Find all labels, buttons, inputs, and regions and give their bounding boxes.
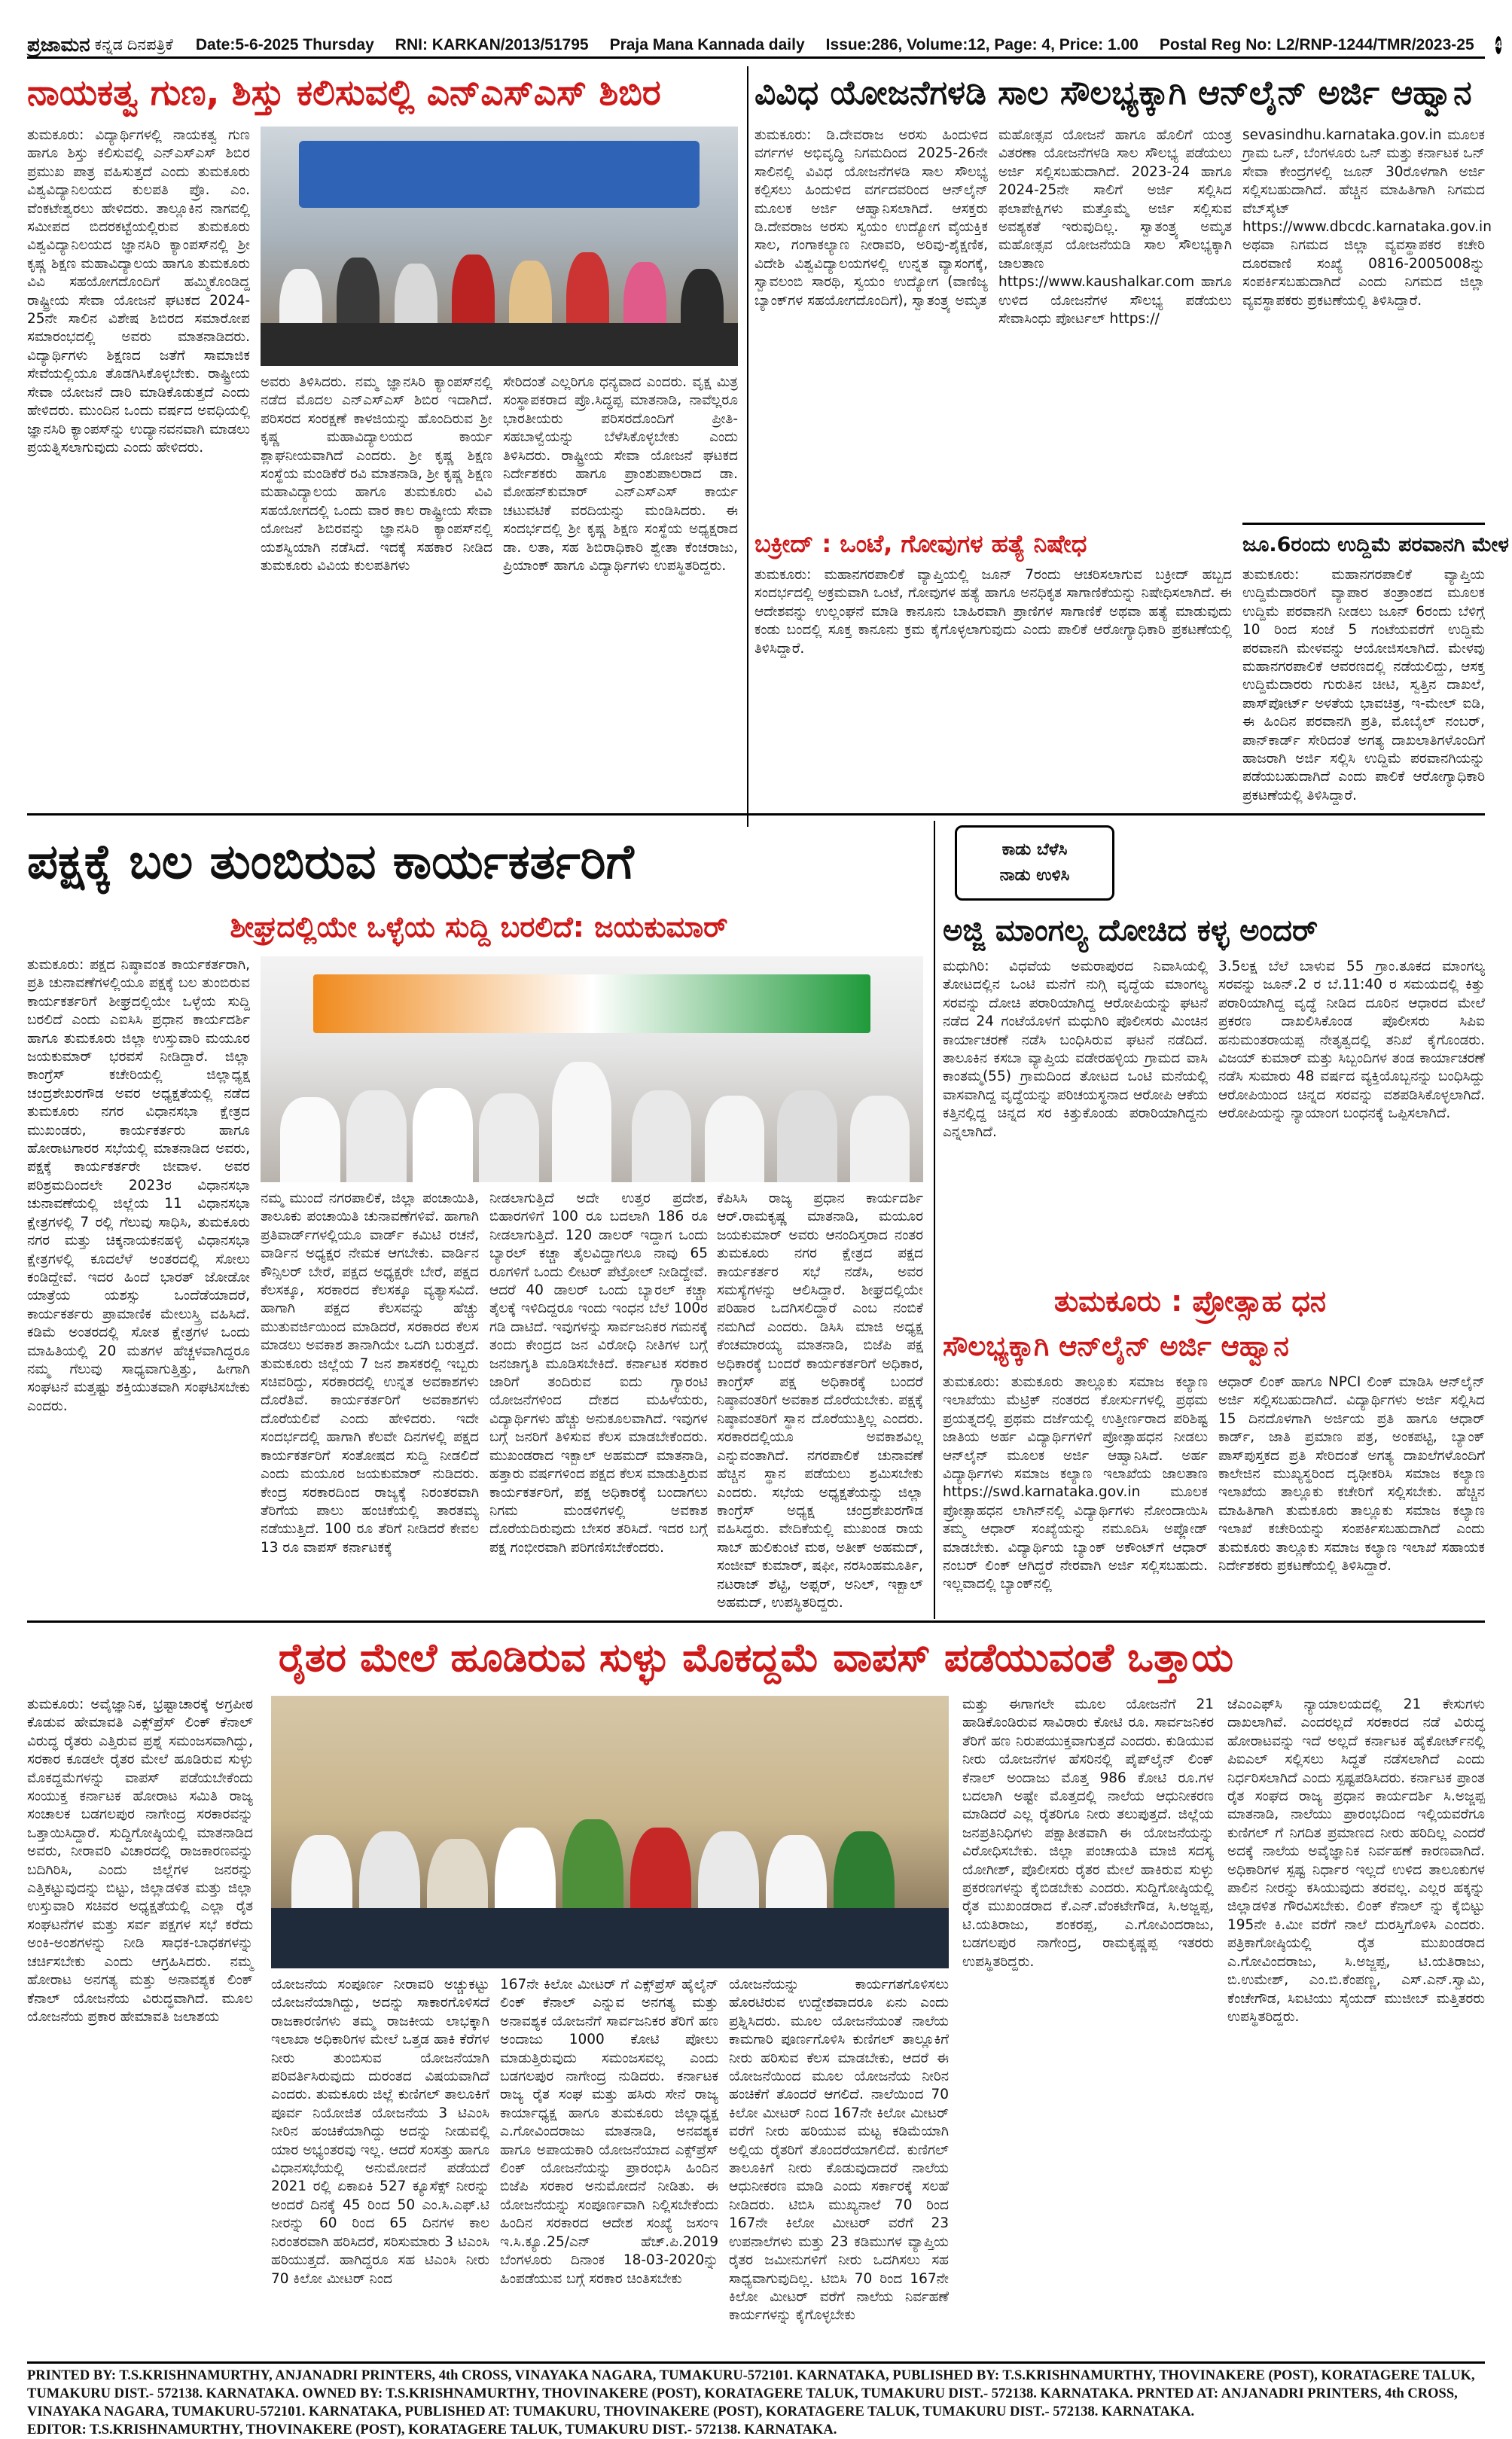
article-bakrid-headline: ಬಕ್ರೀದ್ : ಒಂಟೆ, ಗೋವುಗಳ ಹತ್ಯೆ ನಿಷೇಧ xyxy=(754,529,1087,558)
article-loan-text-col1: ತುಮಕೂರು: ಡಿ.ದೇವರಾಜ ಅರಸು ಹಿಂದುಳಿದ ವರ್ಗಗಳ ಅಭಿವೃದ್ಧಿ ನಿಗಮದಿಂದ 2025-26ನೇ ಸಾಲಿನಲ್ಲಿ ವಿವಿಧ ಯೋಜನೆಗಳಡಿ ಸಾಲ ಸೌಲಭ್ಯ ಕಲ್ಪಿಸಲು ಹಿಂದುಳಿದ ವರ್ಗದವರಿಂದ ಆನ್‌ಲೈನ್ ಮೂಲಕ ಅರ್ಜಿ ಆಹ್ವಾನಿಸಲಾಗಿದೆ. ಆಸಕ್ತರು ಡಿ.ದೇವರಾಜ ಅರಸು ಸ್ವಯಂ ಉದ್ಯೋಗ ವೈಯಕ್ತಿಕ ಸಾಲ, ಗಂಗಾಕಲ್ಯಾಣ ನೀರಾವರಿ, ಅರಿವು-ಶೈಕ್ಷಣಿಕ, ವಿದೇಶಿ ವಿಶ್ವವಿದ್ಯಾಲಯಗಳಲ್ಲಿ ಉನ್ನತ ವ್ಯಾಸಂಗಕ್ಕೆ, ಸ್ವಾವಲಂಬಿ ಸಾರಥಿ, ಸ್ವಯಂ ಉದ್ಯೋಗ (ವಾಣಿಜ್ಯ ಬ್ಯಾಂಕ್‌ಗಳ ಸಹಯೋಗದೊಂದಿಗೆ), ಸ್ವಾತಂತ್ರ್ಯ ಅಮೃತ xyxy=(754,127,988,309)
article-congress-body-col4 xyxy=(717,1190,923,1611)
article-farmers-text-col1: ತುಮಕೂರು: ಅವೈಜ್ಞಾನಿಕ, ಭ್ರಷ್ಟಾಚಾರಕ್ಕೆ ಅಗ್ರಪೀಠ ಕೊಡುವ ಹೇಮಾವತಿ ಎಕ್ಸ್‌ಪ್ರೆಸ್ ಲಿಂಕ್ ಕೆನಾಲ್ ವಿರುದ್ಧ ರೈತರು ಎತ್ತಿರುವ ಪ್ರಶ್ನೆ ಸಮಂಜಸವಾಗಿದ್ದು, ಸರಕಾರ ಕೂಡಲೇ ರೈತರ ಮೇಲೆ ಹೂಡಿರುವ ಸುಳ್ಳು ಮೊಕದ್ದಮೆಗಳನ್ನು ವಾಪಸ್ ಪಡೆಯಬೇಕೆಂದು ಸಂಯುಕ್ತ ಕರ್ನಾಟಕ ಹೋರಾಟ ಸಮಿತಿ ರಾಜ್ಯ ಸಂಚಾಲಕ ಬಡಗಲಪುರ ನಾಗೇಂದ್ರ ಸರಕಾರವನ್ನು ಒತ್ತಾಯಿಸಿದ್ದಾರೆ. ಸುದ್ದಿಗೋಷ್ಠಿಯಲ್ಲಿ ಮಾತನಾಡಿದ ಅವರು, ನೀರಾವರಿ ವಿಚಾರದಲ್ಲಿ ರಾಜಕಾರಣವನ್ನು ಬದಿಗಿರಿಸಿ, ಎಂದು ಜಿಲ್ಲೆಗಳ ಜನರನ್ನು ಎತ್ತಿಕಟ್ಟುವುದನ್ನು ಬಿಟ್ಟು, ಜಿಲ್ಲಾಡಳಿತ ಮತ್ತು ಜಿಲ್ಲಾ ಉಸ್ತುವಾರಿ ಸಚಿವರ ಅಧ್ಯಕ್ಷತೆಯಲ್ಲಿ ಎಲ್ಲಾ ರೈತ ಸಂಘಟನೆಗಳ ಮತ್ತು ಸರ್ವ ಪಕ್ಷಗಳ ಸಭೆ ಕರೆದು ಅಂಕಿ-ಅಂಶಗಳನ್ನು ನೀಡಿ ಸಾಧಕ-ಬಾಧಕಗಳನ್ನು ಚರ್ಚಿಸಬೇಕು ಎಂದು ಆಗ್ರಹಿಸಿದರು. ನಮ್ಮ ಹೋರಾಟ ಅನಗತ್ಯ ಮತ್ತು ಅನಾವಶ್ಯಕ ಲಿಂಕ್ ಕೆನಾಲ್ ಯೋಜನೆಯ ವಿರುದ್ಧವಾಗಿದೆ. ಮೂಲ ಯೋಜನೆಯ ಪ್ರಕಾರ ಹೇಮಾವತಿ ಜಲಾಶಯ xyxy=(27,1697,253,2025)
article-license-headline: ಜೂ.6ರಂದು ಉದ್ದಿಮೆ ಪರವಾನಗಿ ಮೇಳ xyxy=(1242,533,1509,556)
article-incentive-headline-2: ಸೌಲಭ್ಯಕ್ಕಾಗಿ ಆನ್‌ಲೈನ್ ಅರ್ಜಿ ಆಹ್ವಾನ xyxy=(943,1330,1289,1362)
photo-banner xyxy=(313,974,870,1033)
article-congress-subhead: ಶೀಘ್ರದಲ್ಲಿಯೇ ಒಳ್ಳೆಯ ಸುದ್ದಿ ಬರಲಿದೆ: ಜಯಕುಮಾರ್ xyxy=(230,910,728,944)
article-farmers-body-col1 xyxy=(27,1696,253,2351)
article-nss-text-col3: ಸೇರಿದಂತೆ ಎಲ್ಲರಿಗೂ ಧನ್ಯವಾದ ಎಂದರು. ವೃಕ್ಷ ಮಿತ್ರ ಸಂಸ್ಥಾಪಕರಾದ ಪ್ರೊ.ಸಿದ್ಧಪ್ಪ ಮಾತನಾಡಿ, ನಾವೆಲ್ಲರೂ ಭಾರತೀಯರು ಪರಿಸರದೊಂದಿಗೆ ಪ್ರೀತಿ-ಸಹಬಾಳ್ವೆಯನ್ನು ಬೆಳೆಸಿಕೊಳ್ಳಬೇಕು ಎಂದು ತಿಳಿಸಿದರು. ರಾಷ್ಟ್ರೀಯ ಸೇವಾ ಯೋಜನೆ ಘಟಕದ ನಿರ್ದೇಶಕರು ಹಾಗೂ ಪ್ರಾಂಶುಪಾಲರಾದ ಡಾ. ಮೋಹನ್‌ಕುಮಾರ್ ಎನ್‌ಎಸ್‌ಎಸ್ ಕಾರ್ಯ ಚಟುವಟಿಕೆ ವರದಿಯನ್ನು ಮಂಡಿಸಿದರು. ಈ ಸಂದರ್ಭದಲ್ಲಿ ಶ್ರೀ ಕೃಷ್ಣ ಶಿಕ್ಷಣ ಸಂಸ್ಥೆಯ ಅಧ್ಯಕ್ಷರಾದ ಡಾ. ಲತಾ, ಸಹ ಶಿಬಿರಾಧಿಕಾರಿ ಶ್ವೇತಾ ಕೆಂಚರಾಜು, ಪ್ರಿಯಾಂಕ್ ಹಾಗೂ ವಿದ್ಯಾರ್ಥಿಗಳು ಉಪಸ್ಥಿತರಿದ್ದರು. xyxy=(503,374,738,575)
article-congress-text-col1: ತುಮಕೂರು: ಪಕ್ಷದ ನಿಷ್ಠಾವಂತ ಕಾರ್ಯಕರ್ತರಾಗಿ, ಪ್ರತಿ ಚುನಾವಣೆಗಳಲ್ಲಿಯೂ ಪಕ್ಷಕ್ಕೆ ಬಲ ತುಂಬಿರುವ ಕಾರ್ಯಕರ್ತರಿಗೆ ಶೀಘ್ರದಲ್ಲಿಯೇ ಒಳ್ಳೆಯ ಸುದ್ದಿ ಬರಲಿದೆ ಎಂದು ಎಐಸಿಸಿ ಪ್ರಧಾನ ಕಾರ್ಯದರ್ಶಿ ಹಾಗೂ ತುಮಕೂರು ಜಿಲ್ಲಾ ಉಸ್ತುವಾರಿ ಮಯೂರ ಜಯಕುಮಾರ್ ಭರವಸೆ ನೀಡಿದ್ದಾರೆ. ಜಿಲ್ಲಾ ಕಾಂಗ್ರೆಸ್ ಕಚೇರಿಯಲ್ಲಿ ಜಿಲ್ಲಾಧ್ಯಕ್ಷ ಚಂದ್ರಶೇಖರಗೌಡ ಅವರ ಅಧ್ಯಕ್ಷತೆಯಲ್ಲಿ ನಡೆದ ತುಮಕೂರು ನಗರ ವಿಧಾನಸಭಾ ಕ್ಷೇತ್ರದ ಮುಖಂಡರು, ಕಾರ್ಯಕರ್ತರು ಹಾಗೂ ಹೋರಾಟಗಾರರ ಸಭೆಯಲ್ಲಿ ಮಾತನಾಡಿದ ಅವರು, ಪಕ್ಷಕ್ಕೆ ಕಾರ್ಯಕರ್ತರೇ ಜೀವಾಳ. ಅವರ ಪರಿಶ್ರಮದಿಂದಲೇ 2023ರ ವಿಧಾನಸಭಾ ಚುನಾವಣೆಯಲ್ಲಿ ಜಿಲ್ಲೆಯ 11 ವಿಧಾನಸಭಾ ಕ್ಷೇತ್ರಗಳಲ್ಲಿ 7 ರಲ್ಲಿ ಗೆಲುವು ಸಾಧಿಸಿ, ತುಮಕೂರು ನಗರ ಮತ್ತು ಚಿಕ್ಕನಾಯಕನಹಳ್ಳಿ ವಿಧಾನಸಭಾ ಕ್ಷೇತ್ರಗಳಲ್ಲಿ ಕೂದಲೆಳೆ ಅಂತರದಲ್ಲಿ ಸೋಲು ಕಂಡಿದ್ದೇವೆ. ಇದರ ಹಿಂದೆ ಭಾರತ್ ಜೋಡೋ ಯಾತ್ರೆಯ ಯಶಸ್ಸು ಒಂದೆಡೆಯಾದರೆ, ಕಾರ್ಯಕರ್ತರು ಪ್ರಾಮಾಣಿಕ ಮೇಲುಸ್ತ್ರಿ ವಹಿಸಿದೆ. ಕಡಿಮೆ ಅಂತರದಲ್ಲಿ ಸೋತ ಕ್ಷೇತ್ರಗಳ ಒಂದು ಮಾಹಿತಿಯಲ್ಲಿ 20 ಮತಗಳ ಹೆಚ್ಚಳವಾಗಿದ್ದರೂ ನಮ್ಮ ಗೆಲುವು ಸಾಧ್ಯವಾಗುತ್ತಿತ್ತು, ಹೀಗಾಗಿ ಸಂಘಟನೆ ಮತ್ತಷ್ಟು ಶಕ್ತಿಯುತವಾಗಿ ಸಂಘಟಿಸಬೇಕು ಎಂದರು. xyxy=(27,957,250,1414)
article-congress-headline: ಪಕ್ಷಕ್ಕೆ ಬಲ ತುಂಬಿರುವ ಕಾರ್ಯಕರ್ತರಿಗೆ xyxy=(27,834,634,890)
article-nss-body-col2 xyxy=(261,373,492,727)
article-loan-body-col1 xyxy=(754,127,988,520)
article-bakrid-text: ತುಮಕೂರು: ಮಹಾನಗರಪಾಲಿಕೆ ವ್ಯಾಪ್ತಿಯಲ್ಲಿ ಜೂನ್ 7ರಂದು ಆಚರಿಸಲಾಗುವ ಬಕ್ರೀದ್ ಹಬ್ಬದ ಸಂದರ್ಭದಲ್ಲಿ ಅಕ್ರಮವಾಗಿ ಒಂಟೆ, ಗೋವುಗಳ ಹತ್ಯೆ ಹಾಗೂ ಅನಧಿಕೃತ ಸಾಗಾಣಿಕೆಯನ್ನು ನಿಷೇಧಿಸಲಾಗಿದೆ. ಈ ಆದೇಶವನ್ನು ಉಲ್ಲಂಘನೆ ಮಾಡಿ ಕಾನೂನು ಬಾಹಿರವಾಗಿ ಪ್ರಾಣಿಗಳ ಸಾಗಾಣಿಕೆ ಅಥವಾ ಹತ್ಯೆ ಮಾಡುವುದು ಕಂಡು ಬಂದಲ್ಲಿ ಸೂಕ್ತ ಕಾನೂನು ಕ್ರಮ ಕೈಗೊಳ್ಳಲಾಗುವುದು ಎಂದು ಪಾಲಿಕೆ ಆರೋಗ್ಯಾಧಿಕಾರಿ ಪ್ರಕಟಣೆಯಲ್ಲಿ ತಿಳಿಸಿದ್ದಾರೆ. xyxy=(754,567,1232,657)
congress-meeting-photo xyxy=(261,956,923,1182)
newspaper-subtitle: ಕನ್ನಡ ದಿನಪತ್ರಿಕೆ xyxy=(94,35,173,53)
article-farmers-body-col4 xyxy=(729,1976,949,2351)
article-theft-text-col2: 3.5ಲಕ್ಷ ಬೆಲೆ ಬಾಳುವ 55 ಗ್ರಾಂ.ತೂಕದ ಮಾಂಗಲ್ಯ ಸರವನ್ನು ಜೂನ್.2 ರ ಬೆ.11:40 ರ ಸಮಯದಲ್ಲಿ ಕಿತ್ತು ಪರಾರಿಯಾಗಿದ್ದ ವೃದ್ಧೆ ನೀಡಿದ ದೂರಿನ ಆಧಾರದ ಮೇಲೆ ಪ್ರಕರಣ ದಾಖಲಿಸಿಕೊಂಡ ಪೊಲೀಸರು ಸಿಪಿಐ ಹನುಮಂತರಾಯಪ್ಪ ನೇತೃತ್ವದಲ್ಲಿ ತನಿಖೆ ಕೈಗೊಂಡರು. ವಿಜಯ್ ಕುಮಾರ್ ಮತ್ತು ಸಿಬ್ಬಂದಿಗಳ ತಂಡ ಕಾರ್ಯಾಚರಣೆ ನಡೆಸಿ ಸುಮಾರು 48 ವರ್ಷದ ವ್ಯಕ್ತಿಯೊಬ್ಬನನ್ನು ಬಂಧಿಸಿದ್ದು ಆರೋಪಿಯಿಂದ ಚಿನ್ನದ ಸರವನ್ನು ವಶಪಡಿಸಿಕೊಳ್ಳಲಾಗಿದೆ. ಆರೋಪಿಯನ್ನು ನ್ಯಾಯಾಂಗ ಬಂಧನಕ್ಕೆ ಒಪ್ಪಿಸಲಾಗಿದೆ. xyxy=(1218,959,1485,1122)
article-farmers-text-col3: 167ನೇ ಕಿಲೋ ಮೀಟರ್ ಗೆ ಎಕ್ಸ್‌ಪ್ರೆಸ್ ಹೈಲೈನ್ ಲಿಂಕ್ ಕೆನಾಲ್ ಎನ್ನುವ ಅನಗತ್ಯ ಮತ್ತು ಅನಾವಶ್ಯಕ ಯೋಜನೆಗೆ ಸಾರ್ವಜನಿಕರ ತೆರಿಗೆ ಹಣ ಅಂದಾಜು 1000 ಕೋಟಿ ಪೋಲು ಮಾಡುತ್ತಿರುವುದು ಸಮಂಜಸವಲ್ಲ ಎಂದು ಬಡಗಲಪುರ ನಾಗೇಂದ್ರ ನುಡಿದರು. ಕರ್ನಾಟಕ ರಾಜ್ಯ ರೈತ ಸಂಘ ಮತ್ತು ಹಸಿರು ಸೇನೆ ರಾಜ್ಯ ಕಾರ್ಯಾಧ್ಯಕ್ಷ ಹಾಗೂ ತುಮಕೂರು ಜಿಲ್ಲಾಧ್ಯಕ್ಷ ಎ.ಗೋವಿಂದರಾಜು ಮಾತನಾಡಿ, ಅನವಶ್ಯಕ ಹಾಗೂ ಅಪಾಯಕಾರಿ ಯೋಜನೆಯಾದ ಎಕ್ಸ್‌ಪ್ರೆಸ್ ಲಿಂಕ್ ಯೋಜನೆಯನ್ನು ಪ್ರಾರಂಭಿಸಿ ಹಿಂದಿನ ಬಿಜೆಪಿ ಸರಕಾರ ಅನುಮೋದನೆ ನೀಡಿತು. ಈ ಯೋಜನೆಯನ್ನು ಸಂಪೂರ್ಣವಾಗಿ ನಿಲ್ಲಿಸಬೇಕೆಂದು ಹಿಂದಿನ ಸರಕಾರದ ಆದೇಶ ಸಂಖ್ಯೆ ಜಸಂಇ ಇ.ಸಿ.ಕ್ಯೂ.25/ಎನ್ ಹೆಚ್.ಪಿ.2019 ಬೆಂಗಳೂರು ದಿನಾಂಕ 18-03-2020ನ್ನು ಹಿಂಪಡೆಯುವ ಬಗ್ಗೆ ಸರಕಾರ ಚಿಂತಿಸಬೇಕು xyxy=(500,1977,718,2287)
issue-date: Date:5-6-2025 Thursday xyxy=(195,35,374,53)
article-farmers-body-col3 xyxy=(500,1976,718,2351)
rni-number: RNI: KARKAN/2013/51795 xyxy=(395,35,589,53)
article-theft-body-col1 xyxy=(943,958,1208,1274)
article-incentive-body-col2 xyxy=(1218,1373,1485,1613)
article-congress-text-col3: ನೀಡಲಾಗುತ್ತಿದೆ ಅದೇ ಉತ್ತರ ಪ್ರದೇಶ, ಬಿಹಾರಗಳಿಗೆ 100 ರೂ ಬದಲಾಗಿ 186 ರೂ ನೀಡಲಾಗುತ್ತಿದೆ. 120 ಡಾಲರ್ ಇದ್ದಾಗ ಒಂದು ಬ್ಯಾರಲ್ ಕಚ್ಚಾ ತೈಲವಿದ್ದಾಗಲೂ ನಾವು 65 ರೂಗಳಿಗೆ ಒಂದು ಲೀಟರ್ ಪೆಟ್ರೋಲ್ ನೀಡಿದ್ದೇವೆ. ಆದರೆ 40 ಡಾಲರ್ ಒಂದು ಬ್ಯಾರಲ್ ಕಚ್ಚಾ ತೈಲಕ್ಕೆ ಇಳಿದಿದ್ದರೂ ಇಂದು ಇಂಧನ ಬೆಲೆ 100ರ ಗಡಿ ದಾಟಿದೆ. ಇವುಗಳನ್ನು ಸಾರ್ವಜನಿಕರ ಗಮನಕ್ಕೆ ತಂದು ಕೇಂದ್ರದ ಜನ ವಿರೋಧಿ ನೀತಿಗಳ ಬಗ್ಗೆ ಜನಜಾಗೃತಿ ಮೂಡಿಸಬೇಕಿದೆ. ಕರ್ನಾಟಕ ಸರಕಾರ ಜಾರಿಗೆ ತಂದಿರುವ ಐದು ಗ್ಯಾರಂಟಿ ಯೋಜನೆಗಳಿಂದ ದೇಶದ ಮಹಿಳೆಯರು, ವಿದ್ಯಾರ್ಥಿಗಳು ಹೆಚ್ಚು ಅನುಕೂಲವಾಗಿದೆ. ಇವುಗಳ ಬಗ್ಗೆ ಜನರಿಗೆ ತಿಳಿಸುವ ಕೆಲಸ ಮಾಡಬೇಕೆಂದರು. ಮುಖಂಡರಾದ ಇಕ್ಬಾಲ್ ಅಹಮದ್ ಮಾತನಾಡಿ, ಹತ್ತಾರು ವರ್ಷಗಳಿಂದ ಪಕ್ಷದ ಕೆಲಸ ಮಾಡುತ್ತಿರುವ ಕಾರ್ಯಕರ್ತರಿಗೆ, ಪಕ್ಷ ಅಧಿಕಾರಕ್ಕೆ ಬಂದಾಗಲು ನಿಗಮ ಮಂಡಳಿಗಳಲ್ಲಿ ಅವಕಾಶ ದೊರೆಯದಿರುವುದು ಬೇಸರ ತರಿಸಿದೆ. ಇದರ ಬಗ್ಗೆ ಪಕ್ಷ ಗಂಭೀರವಾಗಿ ಪರಿಗಣಿಸಬೇಕೆಂದರು. xyxy=(489,1191,708,1556)
article-farmers-headline: ರೈತರ ಮೇಲೆ ಹೂಡಿರುವ ಸುಳ್ಳು ಮೊಕದ್ದಮೆ ವಾಪಸ್ ಪಡೆಯುವಂತೆ ಒತ್ತಾಯ xyxy=(278,1636,1234,1681)
farmers-press-meet-photo xyxy=(271,1696,949,1968)
column-divider xyxy=(747,66,748,827)
article-incentive-text-col2: ಆಧಾರ್ ಲಿಂಕ್ ಹಾಗೂ NPCI ಲಿಂಕ್ ಮಾಡಿಸಿ ಆನ್‌ಲೈನ್ ಅರ್ಜಿ ಸಲ್ಲಿಸಬಹುದಾಗಿದೆ. ವಿದ್ಯಾರ್ಥಿಗಳು ಅರ್ಜಿ ಸಲ್ಲಿಸಿದ 15 ದಿನದೊಳಗಾಗಿ ಅರ್ಜಿಯ ಪ್ರತಿ ಹಾಗೂ ಆಧಾರ್ ಕಾರ್ಡ್, ಜಾತಿ ಪ್ರಮಾಣ ಪತ್ರ, ಅಂಕಪಟ್ಟಿ, ಬ್ಯಾಂಕ್ ಪಾಸ್‌ಪುಸ್ತಕದ ಪ್ರತಿ ಸೇರಿದಂತೆ ಅಗತ್ಯ ದಾಖಲೆಗಳೊಂದಿಗೆ ಕಾಲೇಜಿನ ಮುಖ್ಯಸ್ಥರಿಂದ ದೃಢೀಕರಿಸಿ ಸಮಾಜ ಕಲ್ಯಾಣ ಇಲಾಖೆಯ ತಾಲ್ಲೂಕು ಕಚೇರಿಗೆ ಸಲ್ಲಿಸಬೇಕು. ಹೆಚ್ಚಿನ ಮಾಹಿತಿಗಾಗಿ ತುಮಕೂರು ತಾಲ್ಲೂಕು ಸಮಾಜ ಕಲ್ಯಾಣ ಇಲಾಖೆ ಕಚೇರಿಯನ್ನು ಸಂಪರ್ಕಿಸಬಹುದಾಗಿದೆ ಎಂದು ತುಮಕೂರು ತಾಲ್ಲೂಕು ಸಮಾಜ ಕಲ್ಯಾಣ ಇಲಾಖೆ ಸಹಾಯಕ ನಿರ್ದೇಶಕರು ಪ್ರಕಟಣೆಯಲ್ಲಿ ತಿಳಿಸಿದ್ದಾರೆ. xyxy=(1218,1374,1485,1575)
article-nss-body-col3 xyxy=(503,373,738,727)
slogan-line-2: ನಾಡು ಉಳಿಸಿ xyxy=(999,866,1070,885)
article-congress-text-col2: ನಮ್ಮ ಮುಂದೆ ನಗರಪಾಲಿಕೆ, ಜಿಲ್ಲಾ ಪಂಚಾಯಿತಿ, ತಾಲೂಕು ಪಂಚಾಯಿತಿ ಚುನಾವಣೆಗಳಿವೆ. ಹಾಗಾಗಿ ಪ್ರತಿವಾರ್ಡ್‌ಗಳಲ್ಲಿಯೂ ವಾರ್ಡ್ ಕಮಿಟಿ ರಚನೆ, ವಾರ್ಡಿನ ಅಧ್ಯಕ್ಷರ ನೇಮಕ ಆಗಬೇಕು. ವಾರ್ಡಿನ ಕೌನ್ಸಿಲರ್ ಬೇರೆ, ಪಕ್ಷದ ಅಧ್ಯಕ್ಷರೇ ಬೇರೆ, ಪಕ್ಷದ ಕೆಲಸಕ್ಕೂ, ಸರಕಾರದ ಕೆಲಸಕ್ಕೂ ವ್ಯತ್ಯಾಸವಿದೆ. ಹಾಗಾಗಿ ಪಕ್ಷದ ಕೆಲಸವನ್ನು ಹೆಚ್ಚು ಮುತುವರ್ಜಿಯಿಂದ ಮಾಡಿದರೆ, ಸರಕಾರದ ಕೆಲಸ ಮಾಡಲು ಅವಕಾಶ ತಾನಾಗಿಯೇ ಒದಗಿ ಬರುತ್ತದೆ. ತುಮಕೂರು ಜಿಲ್ಲೆಯ 7 ಜನ ಶಾಸಕರಲ್ಲಿ ಇಬ್ಬರು ಸಚಿವರಿದ್ದು, ಸರಕಾರದಲ್ಲಿ ಉನ್ನತ ಅವಕಾಶಗಳು ದೊರೆತಿವೆ. ಕಾರ್ಯಕರ್ತರಿಗೆ ಅವಕಾಶಗಳು ದೊರೆಯಲಿವೆ ಎಂದು ಹೇಳಿದರು. ಇದೇ ಸಂದರ್ಭದಲ್ಲಿ ಹಾಗಾಗಿ ಕೆಲವೇ ದಿನಗಳಲ್ಲಿ ಪಕ್ಷದ ಕಾರ್ಯಕರ್ತರಿಗೆ ಸಂತೋಷದ ಸುದ್ದಿ ನೀಡಲಿದೆ ಎಂದು ಮಯೂರ ಜಯಕುಮಾರ್ ನುಡಿದರು. ಕೇಂದ್ರ ಸರಕಾರದಿಂದ ರಾಜ್ಯಕ್ಕೆ ನಿರಂತರವಾಗಿ ತೆರಿಗೆಯ ಪಾಲು ಹಂಚಿಕೆಯಲ್ಲಿ ತಾರತಮ್ಯ ನಡೆಯುತ್ತಿದೆ. 100 ರೂ ತೆರಿಗೆ ನೀಡಿದರೆ ಕೇವಲ 13 ರೂ ವಾಪಸ್ ಕರ್ನಾಟಕಕ್ಕೆ xyxy=(261,1191,479,1556)
column-divider xyxy=(934,821,935,1619)
article-loan-headline: ವಿವಿಧ ಯೋಜನೆಗಳಡಿ ಸಾಲ ಸೌಲಭ್ಯಕ್ಕಾಗಿ ಆನ್‌ಲೈನ್ ಅರ್ಜಿ ಆಹ್ವಾನ xyxy=(754,74,1472,112)
article-congress-body-col1 xyxy=(27,956,250,1611)
article-loan-text-col2: ಮಹೋತ್ಸವ ಯೋಜನೆ ಹಾಗೂ ಹೊಲಿಗೆ ಯಂತ್ರ ವಿತರಣಾ ಯೋಜನೆಗಳಡಿ ಸಾಲ ಸೌಲಭ್ಯ ಪಡೆಯಲು ಅರ್ಜಿ ಸಲ್ಲಿಸಬಹುದಾಗಿದೆ. 2023-24 ಹಾಗೂ 2024-25ನೇ ಸಾಲಿಗೆ ಅರ್ಜಿ ಸಲ್ಲಿಸಿದ ಫಲಾಪೇಕ್ಷಿಗಳು ಮತ್ತೊಮ್ಮೆ ಅರ್ಜಿ ಸಲ್ಲಿಸುವ ಅವಶ್ಯಕತೆ ಇರುವುದಿಲ್ಲ. ಸ್ವಾತಂತ್ರ್ಯ ಅಮೃತ ಮಹೋತ್ಸವ ಯೋಜನೆಯಡಿ ಸಾಲ ಸೌಲಭ್ಯಕ್ಕಾಗಿ ಜಾಲತಾಣ https://www.kaushalkar.com ಹಾಗೂ ಉಳಿದ ಯೋಜನೆಗಳ ಸೌಲಭ್ಯ ಪಡೆಯಲು ಸೇವಾಸಿಂಧು ಪೋರ್ಟಲ್ https:// xyxy=(998,127,1232,328)
article-loan-body-col3 xyxy=(1242,127,1492,518)
slogan-box xyxy=(955,825,1114,901)
section-divider xyxy=(27,1620,1485,1623)
article-nss-body-col1 xyxy=(27,127,250,729)
article-farmers-text-col4: ಯೋಜನೆಯನ್ನು ಕಾರ್ಯಗತಗೊಳಿಸಲು ಹೊರಟಿರುವ ಉದ್ದೇಶವಾದರೂ ಏನು ಎಂದು ಪ್ರಶ್ನಿಸಿದರು. ಮೂಲ ಯೋಜನೆಯಂತೆ ನಾಲೆಯ ಕಾಮಗಾರಿ ಪೂರ್ಣಗೊಳಿಸಿ ಕುಣಿಗಲ್ ತಾಲ್ಲೂಕಿಗೆ ನೀರು ಹರಿಸುವ ಕೆಲಸ ಮಾಡಬೇಕು, ಆದರೆ ಈ ಯೋಜನೆಯಿಂದ ಮೂಲ ಯೋಜನೆಯ ನೀರಿನ ಹಂಚಿಕೆಗೆ ತೊಂದರೆ ಆಗಲಿದೆ. ನಾಲೆಯಿಂದ 70 ಕಿಲೋ ಮೀಟರ್ ನಿಂದ 167ನೇ ಕಿಲೋ ಮೀಟರ್ ವರೆಗೆ ನೀರು ಹರಿಯುವ ಮಟ್ಟ ಕಡಿಮೆಯಾಗಿ ಅಲ್ಲಿಯ ರೈತರಿಗೆ ತೊಂದರೆಯಾಗಲಿದೆ. ಕುಣಿಗಲ್ ತಾಲೂಕಿಗೆ ನೀರು ಕೊಡುವುದಾದರೆ ನಾಲೆಯ ಆಧುನೀಕರಣ ಮಾಡಿ ಎಂದು ಸರ್ಕಾರಕ್ಕೆ ಸಲಹೆ ನೀಡಿದರು. ಟಿಬಿಸಿ ಮುಖ್ಯನಾಲೆ 70 ರಿಂದ 167ನೇ ಕಿಲೋ ಮೀಟರ್ ವರೆಗೆ 23 ಉಪನಾಲೆಗಳು ಮತ್ತು 23 ಕಡಿಮುಗಳ ವ್ಯಾಪ್ತಿಯ ರೈತರ ಜಮೀನುಗಳಿಗೆ ನೀರು ಒದಗಿಸಲು ಸಹ ಸಾಧ್ಯವಾಗುವುದಿಲ್ಲ. ಟಿಬಿಸಿ 70 ರಿಂದ 167ನೇ ಕಿಲೋ ಮೀಟರ್ ವರೆಗೆ ನಾಲೆಯ ನಿರ್ವಹಣೆ ಕಾರ್ಯಗಳನ್ನು ಕೈಗೊಳ್ಳಬೇಕು xyxy=(729,1977,949,2324)
photo-banner xyxy=(299,141,700,208)
article-loan-text-col3: sevasindhu.karnataka.gov.in ಮೂಲಕ ಗ್ರಾಮ ಒನ್, ಬೆಂಗಳೂರು ಒನ್ ಮತ್ತು ಕರ್ನಾಟಕ ಒನ್ ಸೇವಾ ಕೇಂದ್ರಗಳಲ್ಲಿ ಜೂನ್ 30ರೊಳಗಾಗಿ ಅರ್ಜಿ ಸಲ್ಲಿಸಬಹುದಾಗಿದೆ. ಹೆಚ್ಚಿನ ಮಾಹಿತಿಗಾಗಿ ನಿಗಮದ ವೆಬ್‌ಸೈಟ್ https://www.dbcdc.karnataka.gov.in ಅಥವಾ ನಿಗಮದ ಜಿಲ್ಲಾ ವ್ಯವಸ್ಥಾಪಕರ ಕಚೇರಿ ದೂರವಾಣಿ ಸಂಖ್ಯೆ 0816-2005008ನ್ನು ಸಂಪರ್ಕಿಸಬಹುದಾಗಿದೆ ಎಂದು ನಿಗಮದ ಜಿಲ್ಲಾ ವ್ಯವಸ್ಥಾಪಕರು ಪ್ರಕಟಣೆಯಲ್ಲಿ ತಿಳಿಸಿದ್ದಾರೆ. xyxy=(1242,127,1492,309)
slogan-line-1: ಕಾಡು ಬೆಳೆಸಿ xyxy=(1001,840,1068,859)
imprint-footer xyxy=(27,2361,1485,2439)
article-congress-body-col2 xyxy=(261,1190,479,1611)
imprint-line-2: EDITOR: T.S.KRISHNAMURTHY, THOVINAKERE (POST), KORATAGERE TALUK, TUMAKURU DIST.- 572138. KARNATAKA. xyxy=(27,2422,837,2437)
article-license-body xyxy=(1242,566,1485,803)
article-theft-headline: ಅಜ್ಜಿ ಮಾಂಗಲ್ಯ ದೋಚಿದ ಕಳ್ಳ ಅಂದರ್ xyxy=(943,913,1318,948)
postal-registration: Postal Reg No: L2/RNP-1244/TMR/2023-25 xyxy=(1159,35,1474,53)
article-farmers-body-col6 xyxy=(1227,1696,1485,2351)
article-farmers-body-col2 xyxy=(271,1976,489,2351)
section-divider xyxy=(27,813,1485,816)
page-number-badge: 4 xyxy=(1495,36,1501,54)
article-nss-headline: ನಾಯಕತ್ವ ಗುಣ, ಶಿಸ್ತು ಕಲಿಸುವಲ್ಲಿ ಎನ್‌ಎಸ್‌ಎಸ್ ಶಿಬಿರ xyxy=(27,72,661,114)
article-theft-body-col2 xyxy=(1218,958,1485,1274)
article-bakrid-body xyxy=(754,566,1232,797)
article-loan-body-col2 xyxy=(998,127,1232,520)
article-incentive-text-col1: ತುಮಕೂರು: ತುಮಕೂರು ತಾಲ್ಲೂಕು ಸಮಾಜ ಕಲ್ಯಾಣ ಇಲಾಖೆಯು ಮೆಟ್ರಿಕ್ ನಂತರದ ಕೋರ್ಸುಗಳಲ್ಲಿ ಪ್ರಥಮ ಪ್ರಯತ್ನದಲ್ಲಿ ಪ್ರಥಮ ದರ್ಜೆಯಲ್ಲಿ ಉತ್ತೀರ್ಣರಾದ ಪರಿಶಿಷ್ಟ ಜಾತಿಯ ಅರ್ಹ ವಿದ್ಯಾರ್ಥಿಗಳಿಗೆ ಪ್ರೋತ್ಸಾಹಧನ ನೀಡಲು ಆನ್‌ಲೈನ್ ಮೂಲಕ ಅರ್ಜಿ ಆಹ್ವಾನಿಸಿದೆ. ಅರ್ಹ ವಿದ್ಯಾರ್ಥಿಗಳು ಸಮಾಜ ಕಲ್ಯಾಣ ಇಲಾಖೆಯ ಜಾಲತಾಣ https://swd.karnataka.gov.in ಮೂಲಕ ಪ್ರೋತ್ಸಾಹಧನ ಲಾಗಿನ್‌ನಲ್ಲಿ ವಿದ್ಯಾರ್ಥಿಗಳು ನೋಂದಾಯಿಸಿ ತಮ್ಮ ಆಧಾರ್ ಸಂಖ್ಯೆಯನ್ನು ನಮೂದಿಸಿ ಅಪ್ಲೋಡ್ ಮಾಡಬೇಕು. ವಿದ್ಯಾರ್ಥಿಯ ಬ್ಯಾಂಕ್ ಅಕೌಂಟ್‌ಗೆ ಆಧಾರ್ ನಂಬರ್ ಲಿಂಕ್ ಆಗಿದ್ದರೆ ನೇರವಾಗಿ ಅರ್ಜಿ ಸಲ್ಲಿಸಬಹುದು. ಇಲ್ಲವಾದಲ್ಲಿ ಬ್ಯಾಂಕ್‌ನಲ್ಲಿ xyxy=(943,1374,1208,1593)
article-incentive-headline-1: ತುಮಕೂರು : ಪ್ರೋತ್ಸಾಹ ಧನ xyxy=(1054,1285,1327,1318)
article-congress-text-col4: ಕೆಪಿಸಿಸಿ ರಾಜ್ಯ ಪ್ರಧಾನ ಕಾರ್ಯದರ್ಶಿ ಆರ್.ರಾಮಕೃಷ್ಣ ಮಾತನಾಡಿ, ಮಯೂರ ಜಯಕುಮಾರ್ ಅವರು ಆನಂದಿಸ್ತರಾದ ನಂತರ ತುಮಕೂರು ನಗರ ಕ್ಷೇತ್ರದ ಪಕ್ಷದ ಕಾರ್ಯಕರ್ತರ ಸಭೆ ನಡೆಸಿ, ಅವರ ಸಮಸ್ಯೆಗಳನ್ನು ಆಲಿಸಿದ್ದಾರೆ. ಶೀಘ್ರದಲ್ಲಿಯೇ ಪರಿಹಾರ ಒದಗಿಸಲಿದ್ದಾರೆ ಎಂಬ ನಂಬಿಕೆ ನಮಗಿದೆ ಎಂದರು. ಡಿಸಿಸಿ ಮಾಜಿ ಅಧ್ಯಕ್ಷ ಕೆಂಚಮಾರಯ್ಯ ಮಾತನಾಡಿ, ಬಿಜೆಪಿ ಪಕ್ಷ ಅಧಿಕಾರಕ್ಕೆ ಬಂದರೆ ಕಾರ್ಯಕರ್ತರಿಗೆ ಅಧಿಕಾರ, ಕಾಂಗ್ರೆಸ್ ಪಕ್ಷ ಅಧಿಕಾರಕ್ಕೆ ಬಂದರೆ ನಿಷ್ಠಾವಂತರಿಗೆ ಅವಕಾಶ ದೊರೆಯಬೇಕು. ಪಕ್ಷಕ್ಕೆ ನಿಷ್ಠಾವಂತರಿಗೆ ಸ್ಥಾನ ದೊರೆಯುತ್ತಿಲ್ಲ ಎಂದರು. ಸರಕಾರದಲ್ಲಿಯೂ ಅವಕಾಶವಿಲ್ಲ ಎನ್ನುವಂತಾಗಿದೆ. ನಗರಪಾಲಿಕೆ ಚುನಾವಣೆ ಹೆಚ್ಚಿನ ಸ್ಥಾನ ಪಡೆಯಲು ಶ್ರಮಿಸಬೇಕು ಎಂದರು. ಸಭೆಯ ಅಧ್ಯಕ್ಷತೆಯನ್ನು ಜಿಲ್ಲಾ ಕಾಂಗ್ರೆಸ್ ಅಧ್ಯಕ್ಷ ಚಂದ್ರಶೇಖರಗೌಡ ವಹಿಸಿದ್ದರು. ವೇದಿಕೆಯಲ್ಲಿ ಮುಖಂಡ ರಾಯ ಸಾಬ್ ಹುಲಿಕುಂಟೆ ಮಠ, ಅತೀಕ್ ಅಹಮದ್, ಸಂಜೀವ್ ಕುಮಾರ್, ಷಫೀ, ನರಸಿಂಹಮೂರ್ತಿ, ನಟರಾಜ್ ಶೆಟ್ಟಿ, ಅಫ್ಸರ್, ಅನಿಲ್, ಇಕ್ಬಾಲ್ ಅಹಮದ್, ಉಪಸ್ಥಿತರಿದ್ದರು. xyxy=(717,1191,923,1611)
article-incentive-body-col1 xyxy=(943,1373,1208,1613)
article-farmers-text-col2: ಯೋಜನೆಯ ಸಂಪೂರ್ಣ ನೀರಾವರಿ ಅಚ್ಚುಕಟ್ಟು ಯೋಜನೆಯಾಗಿದ್ದು, ಅದನ್ನು ಸಾಕಾರಗೊಳಿಸದೆ ರಾಜಕಾರಣಿಗಳು ತಮ್ಮ ರಾಜಕೀಯ ಲಾಭಕ್ಕಾಗಿ ಇಲಾಖಾ ಅಧಿಕಾರಿಗಳ ಮೇಲೆ ಒತ್ತಡ ಹಾಕಿ ಕೆರೆಗಳ ನೀರು ತುಂಬಿಸುವ ಯೋಜನೆಯಾಗಿ ಪರಿವರ್ತಿಸಿರುವುದು ದುರಂತದ ವಿಷಯವಾಗಿದೆ ಎಂದರು. ತುಮಕೂರು ಜಿಲ್ಲೆ ಕುಣಿಗಲ್ ತಾಲೂಕಿಗೆ ಪೂರ್ವ ನಿಯೋಜಿತ ಯೋಜನೆಯ 3 ಟಿಎಂಸಿ ನೀರಿನ ಹಂಚಿಕೆಯಾಗಿದ್ದು ಅದನ್ನು ನೀಡುವಲ್ಲಿ ಯಾರ ಅಭ್ಯಂತರವು ಇಲ್ಲ. ಆದರೆ ಸಂಸತ್ತು ಹಾಗೂ ವಿಧಾನಸಭೆಯಲ್ಲಿ ಅನುಮೋದನೆ ಪಡೆಯದೆ 2021 ರಲ್ಲಿ ಏಕಾಏಕಿ 527 ಕ್ಯೂಸೆಕ್ಸ್ ನೀರನ್ನು ಅಂದರೆ ದಿನಕ್ಕೆ 45 ರಿಂದ 50 ಎಂ.ಸಿ.ಎಫ್.ಟಿ ನೀರನ್ನು 60 ರಿಂದ 65 ದಿನಗಳ ಕಾಲ ನಿರಂತರವಾಗಿ ಹರಿಸಿದರೆ, ಸರಿಸುಮಾರು 3 ಟಿಎಂಸಿ ಹರಿಯುತ್ತದೆ. ಹಾಗಿದ್ದರೂ ಸಹ ಟಿಎಂಸಿ ನೀರು 70 ಕಿಲೋ ಮೀಟರ್ ನಿಂದ xyxy=(271,1977,489,2287)
article-farmers-body-col5 xyxy=(962,1696,1214,2351)
masthead xyxy=(27,32,1501,59)
article-nss-text-col1: ತುಮಕೂರು: ವಿದ್ಯಾರ್ಥಿಗಳಲ್ಲಿ ನಾಯಕತ್ವ ಗುಣ ಹಾಗೂ ಶಿಸ್ತು ಕಲಿಸುವಲ್ಲಿ ಎನ್‌ಎಸ್‌ಎಸ್ ಶಿಬಿರ ಪ್ರಮುಖ ಪಾತ್ರ ವಹಿಸುತ್ತದೆ ಎಂದು ತುಮಕೂರು ವಿಶ್ವವಿದ್ಯಾನಿಲಯದ ಕುಲಪತಿ ಪ್ರೊ. ಎಂ. ವೆಂಕಟೇಶ್ವರಲು ಹೇಳಿದರು. ತಾಲ್ಲೂಕಿನ ನಾಗವಲ್ಲಿ ಸಮೀಪದ ಬಿದರಕಟ್ಟೆಯಲ್ಲಿರುವ ತುಮಕೂರು ವಿಶ್ವವಿದ್ಯಾನಿಲಯದ ಜ್ಞಾನಸಿರಿ ಕ್ಯಾಂಪಸ್‌ನಲ್ಲಿ ಶ್ರೀ ಕೃಷ್ಣ ಶಿಕ್ಷಣ ಮಹಾವಿದ್ಯಾಲಯ ಹಾಗೂ ತುಮಕೂರು ವಿವಿ ಸಹಯೋಗದೊಂದಿಗೆ ಹಮ್ಮಿಕೊಂಡಿದ್ದ ರಾಷ್ಟ್ರೀಯ ಸೇವಾ ಯೋಜನೆ ಘಟಕದ 2024-25ನೇ ಸಾಲಿನ ವಿಶೇಷ ಶಿಬಿರದ ಸಮಾರೋಪ ಸಮಾರಂಭದಲ್ಲಿ ಅವರು ಮಾತನಾಡಿದರು. ವಿದ್ಯಾರ್ಥಿಗಳು ಶಿಕ್ಷಣದ ಜತೆಗೆ ಸಾಮಾಜಿಕ ಸೇವೆಯಲ್ಲಿಯೂ ತೊಡಗಿಸಿಕೊಳ್ಳಬೇಕು. ರಾಷ್ಟ್ರೀಯ ಸೇವಾ ಯೋಜನೆ ದಾರಿ ಮಾಡಿಕೊಡುತ್ತದೆ ಎಂದು ಹೇಳಿದರು. ಮುಂದಿನ ಒಂದು ವರ್ಷದ ಅವಧಿಯಲ್ಲಿ ಜ್ಞಾನಸಿರಿ ಕ್ಯಾಂಪಸ್‌ನ್ನು ಉದ್ಯಾನವನವಾಗಿ ಮಾಡಲು ಪ್ರಯತ್ನಿಸಲಾಗುವುದು ಎಂದು ಹೇಳಿದರು. xyxy=(27,127,250,456)
article-congress-body-col3 xyxy=(489,1190,708,1611)
article-farmers-text-col6: ಜೆಎಂಎಫ್‌ಸಿ ನ್ಯಾಯಾಲಯದಲ್ಲಿ 21 ಕೇಸುಗಳು ದಾಖಲಾಗಿವೆ. ಎಂದರಲ್ಲದೆ ಸರಕಾರದ ನಡೆ ವಿರುದ್ಧ ಹೋರಾಟವನ್ನು ಇದೆ ಅಲ್ಲದೆ ಕರ್ನಾಟಕ ಹೈಕೋರ್ಟ್‌ನಲ್ಲಿ ಪಿಐಎಲ್ ಸಲ್ಲಿಸಲು ಸಿದ್ಧತೆ ನಡೆಸಲಾಗಿದೆ ಎಂದು ನಿರ್ಧರಿಸಲಾಗಿದೆ ಎಂದು ಸ್ಪಷ್ಟಪಡಿಸಿದರು. ಕರ್ನಾಟಕ ಪ್ರಾಂತ ರೈತ ಸಂಘದ ರಾಜ್ಯ ಪ್ರಧಾನ ಕಾರ್ಯದರ್ಶಿ ಸಿ.ಅಜ್ಜಪ್ಪ ಮಾತನಾಡಿ, ನಾಲೆಯು ಪ್ರಾರಂಭದಿಂದ ಇಲ್ಲಿಯವರೆಗೂ ಕುಣಿಗಲ್ ಗೆ ನಿಗದಿತ ಪ್ರಮಾಣದ ನೀರು ಹರಿದಿಲ್ಲ ಎಂದರೆ ಅದಕ್ಕೆ ನಾಲೆಯ ಅವೈಜ್ಞಾನಿಕ ನಿರ್ವಹಣೆ ಕಾರಣವಾಗಿದೆ. ಅಧಿಕಾರಿಗಳ ಸ್ಪಷ್ಟ ನಿರ್ಧಾರ ಇಲ್ಲದೆ ಉಳಿದ ತಾಲೂಕುಗಳ ಪಾಲಿನ ನೀರನ್ನು ಕಸಿಯುವುದು ತರವಲ್ಲ. ಎಲ್ಲರ ಹಕ್ಕನ್ನು ಜಿಲ್ಲಾಡಳಿತ ಗೌರವಿಸಬೇಕು. ಲಿಂಕ್ ಕೆನಾಲ್ ನ್ನು ಕೈಬಿಟ್ಟು 195ನೇ ಕಿ.ಮೀ ವರೆಗೆ ನಾಲೆ ದುರಸ್ತಿಗೊಳಿಸಿ ಎಂದರು. ಪತ್ರಿಕಾಗೋಷ್ಠಿಯಲ್ಲಿ ರೈತ ಮುಖಂಡರಾದ ಎ.ಗೋವಿಂದರಾಜು, ಸಿ.ಅಜ್ಜಪ್ಪ, ಟಿ.ಯತಿರಾಜು, ಬಿ.ಉಮೇಶ್, ಎಂ.ಬಿ.ಕೆಂಪಣ್ಣ, ಎಸ್.ಎನ್.ಸ್ವಾಮಿ, ಕೆಂಚೇಗೌಡ, ಸಿಐಟಿಯು ಸೈಯದ್ ಮುಜೀಬ್ ಮತ್ತಿತರರು ಉಪಸ್ಥಿತರಿದ್ದರು. xyxy=(1227,1697,1485,2025)
imprint-line-1: PRINTED BY: T.S.KRISHNAMURTHY, ANJANADRI PRINTERS, 4th CROSS, VINAYAKA NAGARA, TUMAKURU-572101. KARNATAKA, PUBLISHED BY: T.S.KRISHNAMURTHY, THOVINAKERE (POST), KORATAGERE TALUK, TUMAKURU DIST.- 572138. KARNATAKA. OWNED BY: T.S.KRISHNAMURTHY, THOVINAKERE (POST), KORATAGERE TALUK, TUMAKURU DIST.- 572138. KARNATAKA. PRNTED AT: ANJANADRI PRINTERS, 4th CROSS, VINAYAKA NAGARA, TUMAKURU-572101. KARNATAKA, PUBLISHED AT: TUMAKURU, THOVINAKERE (POST), KORATAGERE TALUK, TUMAKURU DIST.- 572138. KARNATAKA. xyxy=(27,2368,1475,2419)
nss-camp-photo xyxy=(261,127,738,366)
article-theft-text-col1: ಮಧುಗಿರಿ: ವಿಧವೆಯ ಅಮರಾಪುರದ ನಿವಾಸಿಯಲ್ಲಿ ತೋಟದಲ್ಲಿನ ಒಂಟಿ ಮನೆಗೆ ನುಗ್ಗಿ ವೃದ್ಧೆಯ ಮಾಂಗಲ್ಯ ಸರವನ್ನು ದೋಚಿ ಪರಾರಿಯಾಗಿದ್ದ ಆರೋಪಿಯನ್ನು ಘಟನೆ ನಡೆದ 24 ಗಂಟೆಯೊಳಗೆ ಮಧುಗಿರಿ ಪೊಲೀಸರು ಮಿಂಚಿನ ಕಾರ್ಯಾಚರಣೆ ನಡೆಸಿ ಬಂಧಿಸಿರುವ ಘಟನೆ ನಡೆದಿದೆ. ತಾಲೂಕಿನ ಕಸಬಾ ವ್ಯಾಪ್ತಿಯ ವಡೇರಹಳ್ಳಿಯ ಗ್ರಾಮದ ವಾಸಿ ಕಾಂತಮ್ಮ(55) ಗ್ರಾಮದಿಂದ ತೋಟದ ಒಂಟಿ ಮನೆಯಲ್ಲಿ ವಾಸವಾಗಿದ್ದ ವೃದ್ಧೆಯನ್ನು ಪರಿಚಯಸ್ಥನಾದ ಆರೋಪಿ ಆಕೆಯ ಕತ್ತಿನಲ್ಲಿದ್ದ ಚಿನ್ನದ ಸರ ಕಿತ್ತುಕೊಂಡು ಪರಾರಿಯಾಗಿದ್ದನು ಎನ್ನಲಾಗಿದೆ. xyxy=(943,959,1208,1140)
newspaper-logo: ಪ್ರಜಾಮನ xyxy=(27,32,90,56)
article-license-text: ತುಮಕೂರು: ಮಹಾನಗರಪಾಲಿಕೆ ವ್ಯಾಪ್ತಿಯ ಉದ್ದಿಮೆದಾರರಿಗೆ ವ್ಯಾಪಾರ ತಂತ್ರಾಂಶದ ಮೂಲಕ ಉದ್ದಿಮೆ ಪರವಾನಗಿ ನೀಡಲು ಜೂನ್ 6ರಂದು ಬೆಳಿಗ್ಗೆ 10 ರಿಂದ ಸಂಜೆ 5 ಗಂಟೆಯವರೆಗೆ ಉದ್ದಿಮೆ ಪರವಾನಗಿ ಮೇಳವನ್ನು ಆಯೋಜಿಸಲಾಗಿದೆ. ಮೇಳವು ಮಹಾನಗರಪಾಲಿಕೆ ಆವರಣದಲ್ಲಿ ನಡೆಯಲಿದ್ದು, ಆಸಕ್ತ ಉದ್ದಿಮೆದಾರರು ಗುರುತಿನ ಚೀಟಿ, ಸ್ವತ್ತಿನ ದಾಖಲೆ, ಪಾಸ್‌ಪೋರ್ಟ್ ಅಳತೆಯ ಭಾವಚಿತ್ರ, ಇ-ಮೇಲ್ ಐಡಿ, ಈ ಹಿಂದಿನ ಪರವಾನಗಿ ಪ್ರತಿ, ಮೊಬೈಲ್ ನಂಬರ್, ಪಾನ್‌ಕಾರ್ಡ್ ಸೇರಿದಂತೆ ಅಗತ್ಯ ದಾಖಲಾತಿಗಳೊಂದಿಗೆ ಹಾಜರಾಗಿ ಅರ್ಜಿ ಸಲ್ಲಿಸಿ ಉದ್ದಿಮೆ ಪರವಾನಗಿಯನ್ನು ಪಡೆಯಬಹುದಾಗಿದೆ ಎಂದು ಪಾಲಿಕೆ ಆರೋಗ್ಯಾಧಿಕಾರಿ ಪ್ರಕಟಣೆಯಲ್ಲಿ ತಿಳಿಸಿದ್ದಾರೆ. xyxy=(1242,567,1485,803)
article-farmers-text-col5: ಮತ್ತು ಈಗಾಗಲೇ ಮೂಲ ಯೋಜನೆಗೆ 21 ಹಾಡಿಕೊಂಡಿರುವ ಸಾವಿರಾರು ಕೋಟಿ ರೂ. ಸಾರ್ವಜನಿಕರ ತೆರಿಗೆ ಹಣ ನಿರುಪಯುಕ್ತವಾಗುತ್ತದೆ ಎಂದರು. ಕುಡಿಯುವ ನೀರು ಯೋಜನೆಗಳ ಹೆಸರಿನಲ್ಲಿ ಪೈಪ್‌ಲೈನ್ ಲಿಂಕ್ ಕೆನಾಲ್ ಅಂದಾಜು ಮೊತ್ತ 986 ಕೋಟಿ ರೂ.ಗಳ ಬದಲಾಗಿ ಅಷ್ಟೇ ಮೊತ್ತದಲ್ಲಿ ನಾಲೆಯ ಆಧುನೀಕರಣ ಮಾಡಿದರೆ ಎಲ್ಲ ರೈತರಿಗೂ ನೀರು ತಲುಪುತ್ತದೆ. ಜಿಲ್ಲೆಯ ಜನಪ್ರತಿನಿಧಿಗಳು ಪಕ್ಷಾತೀತವಾಗಿ ಈ ಯೋಜನೆಯನ್ನು ವಿರೋಧಿಸಬೇಕು. ಜಿಲ್ಲಾ ಪಂಚಾಯತಿ ಮಾಜಿ ಸದಸ್ಯ ಯೋಗೀಶ್, ಪೊಲೀಸರು ರೈತರ ಮೇಲೆ ಹಾಕಿರುವ ಸುಳ್ಳು ಪ್ರಕರಣಗಳನ್ನು ಕೈಬಿಡಬೇಕು ಎಂದರು. ಸುದ್ದಿಗೋಷ್ಠಿಯಲ್ಲಿ ರೈತ ಮುಖಂಡರಾದ ಕೆ.ಎನ್.ವೆಂಕಟೇಗೌಡ, ಸಿ.ಅಜ್ಜಪ್ಪ, ಟಿ.ಯತಿರಾಜು, ಶಂಕರಪ್ಪ, ಎ.ಗೋವಿಂದರಾಜು, ಬಡಗಲಪುರ ನಾಗೇಂದ್ರ, ರಾಮಕೃಷ್ಣಪ್ಪ ಇತರರು ಉಪಸ್ಥಿತರಿದ್ದರು. xyxy=(962,1697,1214,1970)
newspaper-name-english: Praja Mana Kannada daily xyxy=(609,35,805,53)
article-nss-text-col2: ಅವರು ತಿಳಿಸಿದರು. ನಮ್ಮ ಜ್ಞಾನಸಿರಿ ಕ್ಯಾಂಪಸ್‌ನಲ್ಲಿ ನಡೆದ ಮೊದಲ ಎನ್‌ಎಸ್‌ಎಸ್ ಶಿಬಿರ ಇದಾಗಿದೆ. ಪರಿಸರದ ಸಂರಕ್ಷಣೆ ಕಾಳಜಿಯನ್ನು ಹೊಂದಿರುವ ಶ್ರೀ ಕೃಷ್ಣ ಮಹಾವಿದ್ಯಾಲಯದ ಕಾರ್ಯ ಶ್ಲಾಘನೀಯವಾಗಿದೆ ಎಂದರು. ಶ್ರೀ ಕೃಷ್ಣ ಶಿಕ್ಷಣ ಸಂಸ್ಥೆಯ ಮಂಡಿಕೆರೆ ರವಿ ಮಾತನಾಡಿ, ಶ್ರೀ ಕೃಷ್ಣ ಶಿಕ್ಷಣ ಮಹಾವಿದ್ಯಾಲಯ ಹಾಗೂ ತುಮಕೂರು ವಿವಿ ಸಹಯೋಗದಲ್ಲಿ ಒಂದು ವಾರ ಕಾಲ ರಾಷ್ಟ್ರೀಯ ಸೇವಾ ಯೋಜನೆ ಶಿಬಿರವನ್ನು ಜ್ಞಾನಸಿರಿ ಕ್ಯಾಂಪಸ್‌ನಲ್ಲಿ ಯಶಸ್ವಿಯಾಗಿ ನಡೆಸಿದೆ. ಇದಕ್ಕೆ ಸಹಕಾರ ನೀಡಿದ ತುಮಕೂರು ವಿವಿಯ ಕುಲಪತಿಗಳು xyxy=(261,374,492,575)
issue-info: Issue:286, Volume:12, Page: 4, Price: 1.00 xyxy=(825,35,1139,53)
